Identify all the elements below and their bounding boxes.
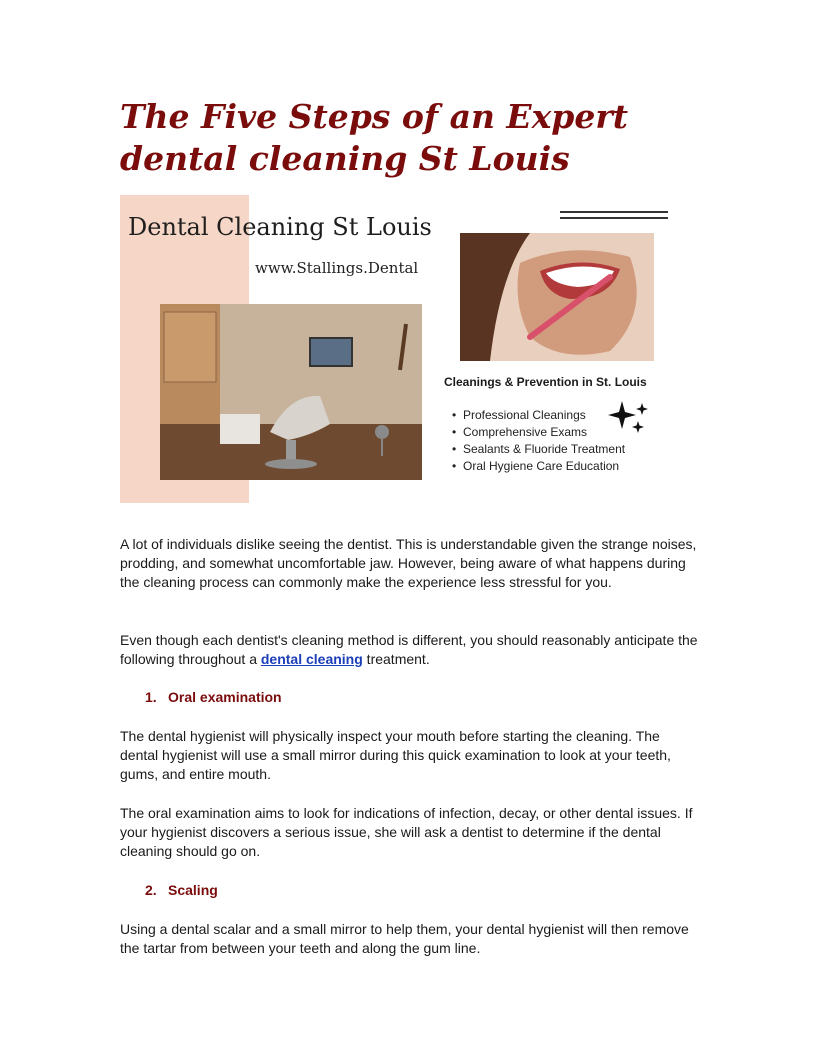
step-label: Oral examination xyxy=(168,689,282,705)
services-list xyxy=(452,407,625,475)
banner-subheading: Cleanings & Prevention in St. Louis xyxy=(444,375,647,389)
oral-exam-paragraph-1: The dental hygienist will physically inspect your mouth before starting the cleaning. The dental hygienist will use a small mirror during this quick examination to look at your teeth, gums, and entire mouth. xyxy=(120,728,671,782)
step-heading-oral-examination xyxy=(145,688,282,707)
step-number: 2. xyxy=(145,882,157,898)
oral-exam-paragraph-2: The oral examination aims to look for indications of infection, decay, or other dental issues. If your hygienist discovers a serious issue, she will ask a dentist to determine if the dental cleaning should go on. xyxy=(120,805,693,859)
scaling-paragraph: Using a dental scalar and a small mirror to help them, your dental hygienist will then remove the tartar from between your teeth and along the gum line. xyxy=(120,921,689,956)
banner-heading: Dental Cleaning St Louis xyxy=(128,213,432,241)
intro-paragraph: A lot of individuals dislike seeing the dentist. This is understandable given the strange noises, prodding, and somewhat uncomfortable jaw. However, being aware of what happens during the cleaning process can commonly make the experience less stressful for you. xyxy=(120,536,697,590)
method-paragraph xyxy=(120,631,700,669)
banner-url: www.Stallings.Dental xyxy=(255,259,419,277)
smile-illustration xyxy=(460,233,654,361)
method-text-before: Even though each dentist's cleaning method is different, you should reasonably anticipate the following throughout a xyxy=(120,632,698,667)
banner-decorative-lines xyxy=(560,211,668,225)
banner-image xyxy=(120,195,668,503)
service-item: • Comprehensive Exams xyxy=(452,424,625,441)
step-label: Scaling xyxy=(168,882,218,898)
service-item: • Oral Hygiene Care Education xyxy=(452,458,625,475)
service-item: • Sealants & Fluoride Treatment xyxy=(452,441,625,458)
dental-office-illustration xyxy=(160,304,422,480)
dental-cleaning-link[interactable]: dental cleaning xyxy=(260,651,363,667)
step-number: 1. xyxy=(145,689,157,705)
smile-photo xyxy=(460,233,654,361)
sparkle-icon xyxy=(608,399,652,435)
page-title: The Five Steps of an Expert dental cleaning St Louis xyxy=(120,97,628,178)
dental-office-photo xyxy=(160,304,422,480)
method-text-after: treatment. xyxy=(362,651,430,667)
step-heading-scaling xyxy=(145,881,218,900)
service-item: • Professional Cleanings xyxy=(452,407,625,424)
